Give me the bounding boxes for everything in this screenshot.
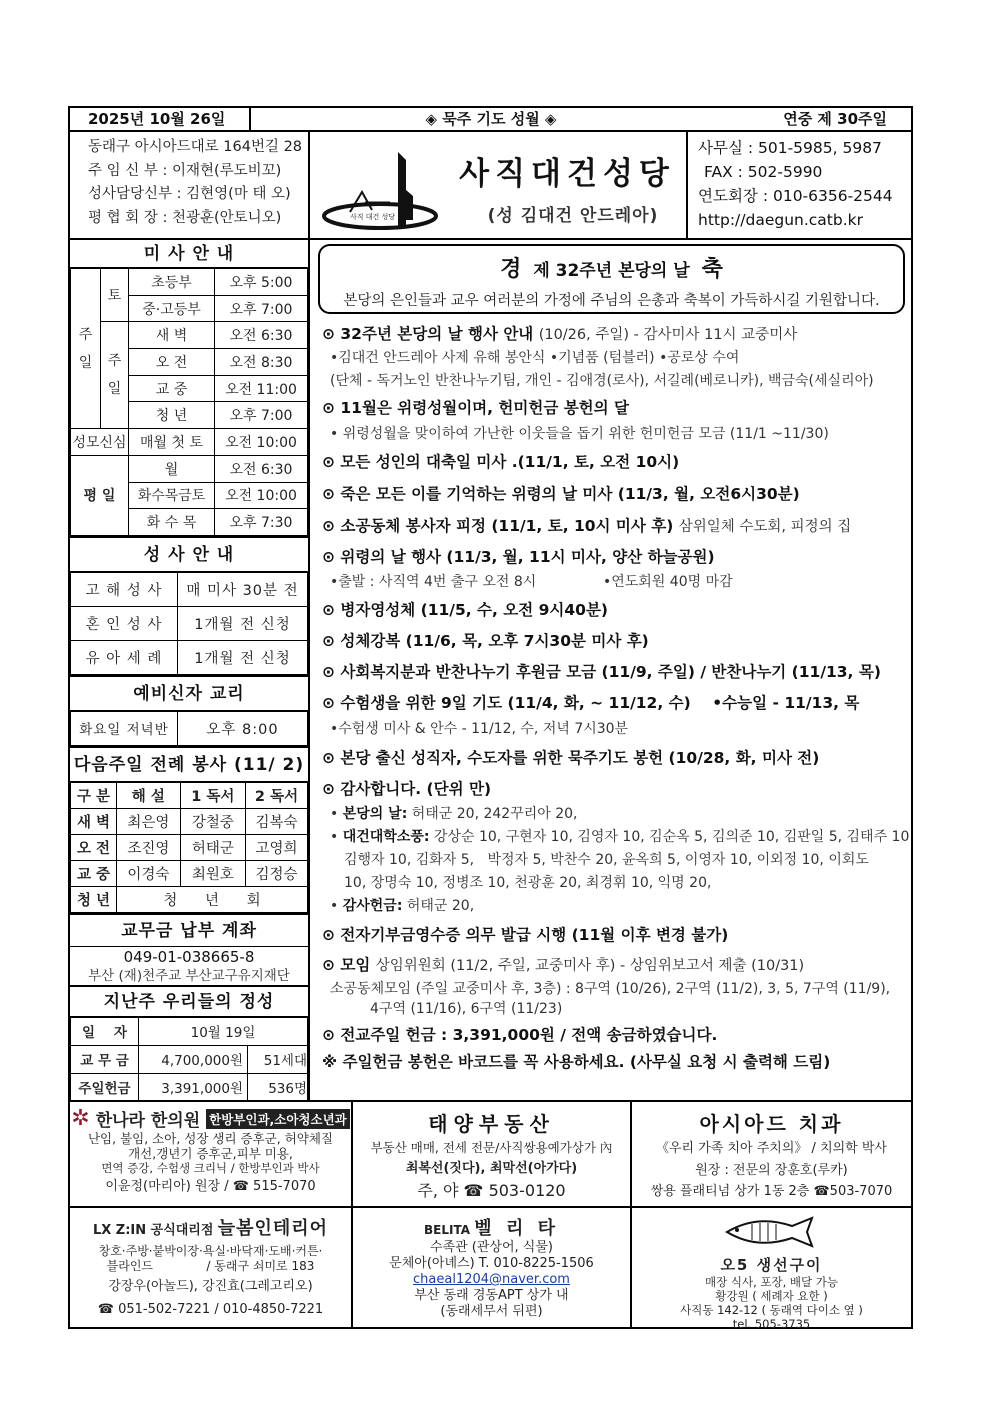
bulletin-page (68, 106, 913, 1329)
lords-day-label: 주 일 (101, 322, 129, 429)
catechumen-class: 예비신자 교리 화요일 저녁반 오후 8:00 (70, 677, 308, 748)
liturgy-service: 다음주일 전례 봉사 (11/ 2) 구 분 해 설 1 독서 2 독서 새 벽 최은영 강철중 김복숙 오 전 조진영 허태군 고영희 교 중 이경숙 최원호 김정승 청 년 청 년 회 (70, 748, 308, 915)
notice-item: ⊙ 성체강복 (11/6, 목, 오후 7시30분 미사 후) (322, 626, 911, 657)
address: 동래구 아시아드대로 164번길 28 (88, 139, 303, 155)
sacrament-guide: 성 사 안 내 고 해 성 사 매 미사 30분 전 혼 인 성 사 1개월 전 신청 유 아 세 례 1개월 전 신청 (70, 538, 308, 677)
church-logo-icon (310, 132, 448, 238)
footnote: ※ 주일헌금 봉헌은 바코드를 꼭 사용하세요. (사무실 요청 시 출력해 드림) (322, 1053, 831, 1071)
notice-item: ⊙ 본당 출신 성직자, 수도자를 위한 묵주기도 봉헌 (10/28, 화, 미사 전) (322, 741, 911, 775)
patron-saint: (성 김대건 안드레아) (487, 206, 659, 226)
ad-belita-aquarium: BELITA 벨 리 타 수족관 (관상어, 식물) 문체아(아녜스) T. 010-8225-1506 chaeal1204@naver.com 부산 동래 경동APT 상가 내 (동래세무서 뒤편) (353, 1208, 632, 1329)
notices-column (312, 240, 911, 1100)
notice-item: ⊙ 수험생을 위한 9일 기도 (11/4, 화, ~ 11/12, 수) •수능일 - 11/13, 목 (322, 688, 911, 718)
ad-hanara-clinic: ✲ 한나라 한의원 한방부인과,소아청소년과 난임, 불임, 소아, 성장 생리 증후군, 허약체질 개선,갱년기 증후군,피부 미용, 면역 증강, 수험생 크리닉 / 한방부인과 박사 이윤정(마리아) 원장 / ☎ 515-7070 (70, 1102, 353, 1208)
title-row (70, 132, 911, 240)
ads-section (70, 1100, 911, 1329)
parish-name-block (448, 132, 688, 238)
notice-item: ⊙ 32주년 본당의 날 행사 안내 (10/26, 주일) - 감사미사 11시 교중미사 (322, 322, 911, 347)
website-link[interactable]: http://daegun.catb.kr (698, 211, 863, 229)
assistant-priest: 성사담당신부 : 김현영(마 태 오) (88, 186, 291, 202)
council-president: 평 협 회 장 : 천광훈(안토니오) (88, 209, 282, 226)
saturday-label: 토 (101, 269, 129, 322)
anniversary-banner: 경 제 32주년 본당의 날 축 본당의 은인들과 교우 여러분의 가정에 주님의 은총과 축복이 가득하시길 기원합니다. (318, 244, 905, 314)
notice-item: ⊙ 위령의 날 행사 (11/3, 월, 11시 미사, 양산 하늘공원) (322, 543, 911, 571)
wreath-icon: 경 (500, 257, 522, 282)
thanks-list: • 본당의 날: 허태군 20, 242꾸리아 20, (330, 806, 578, 822)
office-phone: 사무실 : 501-5985, 5987 (698, 139, 882, 157)
rosary-leader-phone: 연도회장 : 010-6356-2544 (698, 187, 893, 205)
notice-item: ⊙ 죽은 모든 이를 기억하는 위령의 날 미사 (11/3, 월, 오전6시30분) (322, 478, 911, 510)
notice-item: ⊙ 모든 성인의 대축일 미사 .(11/1, 토, 오전 10시) (322, 446, 911, 478)
ad-neulbom-interior: LX Z:IN 공식대리점 늘봄인테리어 창호·주방·붙박이장·욕실·바닥재·도배·커튼· 블라인드 / 동래구 쇠미로 183 강장우(아놀드), 강진효(그레고리오) ☎ 051-502-7221 / 010-4850-7221 (70, 1208, 353, 1329)
liturgical-week: 연중 제 30주일 (783, 110, 887, 128)
mass-guide (70, 240, 308, 538)
notice-item: ⊙ 사회복지분과 반찬나누기 후원금 모금 (11/9, 주일) / 반찬나누기 (11/13, 목) (322, 657, 911, 688)
wreath-icon: 축 (701, 257, 723, 282)
svg-text:사직 대건 성당: 사직 대건 성당 (350, 213, 396, 221)
pastor: 주 임 신 부 : 이재현(루도비꼬) (88, 162, 282, 179)
ad-asiad-dental: 아시아드 치과 《우리 가족 치아 주치의》 / 치의학 박사 원장 : 전문의 장훈호(루카) 쌍용 플래티넘 상가 1동 2층 ☎503-7070 (632, 1102, 911, 1208)
email-link[interactable]: chaeal1204@naver.com (413, 1272, 570, 1287)
fax-number: FAX : 502-5990 (704, 163, 823, 181)
contact-info (688, 132, 911, 238)
ad-o5-fish-grill: 오5 생선구이 매장 식사, 포장, 배달 가능 황강원 ( 세례자 요한 ) 사직동 142-12 ( 동래역 다이소 옆 ) tel. 505-3735 (632, 1208, 911, 1329)
ad-taeyang-realty: 태양부동산 부동산 매매, 전세 전문/사직쌍용예가상가 內 최복선(짓다), 최막선(아가다) 주, 야 ☎ 503-0120 (353, 1102, 632, 1208)
parish-logo (310, 132, 448, 238)
mass-guide-title: 미 사 안 내 (70, 240, 308, 268)
dues-account: 교무금 납부 계좌 049-01-038665-8 부산 (재)천주교 부산교구유지재단 (70, 915, 308, 987)
flower-logo-icon: ✲ (71, 1106, 90, 1131)
notice-item: ⊙ 전교주일 헌금 : 3,391,000원 / 전액 송금하였습니다. (322, 1019, 911, 1051)
notice-item: ⊙ 병자영성체 (11/5, 수, 오전 9시40분) (322, 594, 911, 626)
header-bar (70, 108, 911, 132)
notice-item: ⊙ 전자기부금영수증 의무 발급 시행 (11월 이후 변경 불가) (322, 918, 911, 952)
notice-item: ⊙ 감사합니다. (단위 만) (322, 775, 911, 803)
parish-info (70, 132, 310, 238)
last-week-offering: 지난주 우리들의 정성 일 자 10월 19일 교 무 금 4,700,000원 51세대 주일헌금 3,391,000원 536명 (70, 987, 308, 1102)
notice-item: ⊙ 모임 상임위원회 (11/2, 주일, 교중미사 후) - 상임위보고서 제출 (10/31) (322, 952, 911, 979)
parish-name: 사직대건성당 (459, 156, 675, 192)
notice-list: ⊙ 32주년 본당의 날 행사 안내 (10/26, 주일) - 감사미사 11시 교중미사 •김대건 안드레아 사제 유해 봉안식 •기념품 (텀블러) •공로상 수여 (단체 - 독거노인 반찬나누기팀, 개인 - 김애경(로사), 서길례(베로니카), 백금숙(세실리아) ⊙ 11월은 위령성월이며, 헌미헌금 봉헌의 달 • 위령성월을 맞이하여 가난한 이웃들을 돕기 위한 헌미헌금 모금 (11/1 ~11/30) ⊙ 모든 성인의 대축일 미사 .(11/1, 토, 오전 10시) ⊙ 죽은 모든 이를 기억하는 위령의 날 미사 (11/3, 월, 오전6시30분) ⊙ 소공동체 봉사자 피정 (11/1, 토, 10시 미사 후) 삼위일체 수도회, 피정의 집 ⊙ 위령의 날 행사 (11/3, 월, 11시 미사, 양산 하늘공원) •출발 : 사직역 4번 출구 오전 8시 •연도회원 40명 마감 ⊙ 병자영성체 (11/5, 수, 오전 9시40분) ⊙ 성체강복 (11/6, 목, 오후 7시30분 미사 후) ⊙ 사회복지분과 반찬나누기 후원금 모금 (11/9, 주일) / 반찬나누기 (11/13, 목) ⊙ 수험생을 위한 9일 기도 (11/4, 화, ~ 11/12, 수) •수능일 - 11/13, 목 •수험생 미사 & 안수 - 11/12, 수, 저녁 7시30분 ⊙ 본당 출신 성직자, 수도자를 위한 묵주기도 봉헌 (10/28, 화, 미사 전) ⊙ 감사합니다. (단위 만) • 본당의 날: 허태군 20, 242꾸리아 20, • 대건대학소풍: 강상순 10, 구현자 10, 김영자 10, 김순옥 5, 김의준 10, 김판일 5, 김태주 10 김행자 10, 김화자 5, 박정자 5, 박찬수 20, 윤옥희 5, 이영자 10, 이외정 10, 이회도 10, 장명숙 10, 정병조 10, 천광훈 20, 최경휘 10, 익명 20, • 감사헌금: 허태군 20, ⊙ 전자기부금영수증 의무 발급 시행 (11월 이후 변경 불가) ⊙ 모임 상임위원회 (11/2, 주일, 교중미사 후) - 상임위보고서 제출 (10/31) 소공동체모임 (주일 교중미사 후, 3층) : 8구역 (10/26), 2구역 (11/2), 3, 5, 7구역 (11/9), 4구역 (11/16), 6구역 (11/23) ⊙ 전교주일 헌금 : 3,391,000원 / 전액 송금하였습니다. ※ 주일헌금 봉헌은 바코드를 꼭 사용하세요. (사무실 요청 시 출력해 드림) (318, 322, 911, 1073)
mass-schedule-table: 주 일 토 초등부 오후 5:00 중·고등부 오후 7:00 주 일 새 벽 오전 6:30 오 전 오전 8:30 교 중 오전 11:00 청 년 오후 7:00 성모신심 매월 첫 토 오전 10:00 평 일 월 오전 6:30 화수목금토 오전 10:00 화 수 목 오후 7:30 (70, 268, 308, 536)
fish-logo-icon (717, 1214, 827, 1250)
sunday-label: 주 일 (71, 269, 101, 429)
month-theme: ◈ 묵주 기도 성월 ◈ (425, 110, 557, 128)
notice-item: ⊙ 소공동체 봉사자 피정 (11/1, 토, 10시 미사 후) 삼위일체 수도회, 피정의 집 (322, 510, 911, 543)
notice-item: ⊙ 11월은 위령성월이며, 헌미헌금 봉헌의 달 (322, 393, 911, 423)
left-column (70, 240, 310, 1100)
bulletin-date: 2025년 10월 26일 (70, 108, 251, 130)
